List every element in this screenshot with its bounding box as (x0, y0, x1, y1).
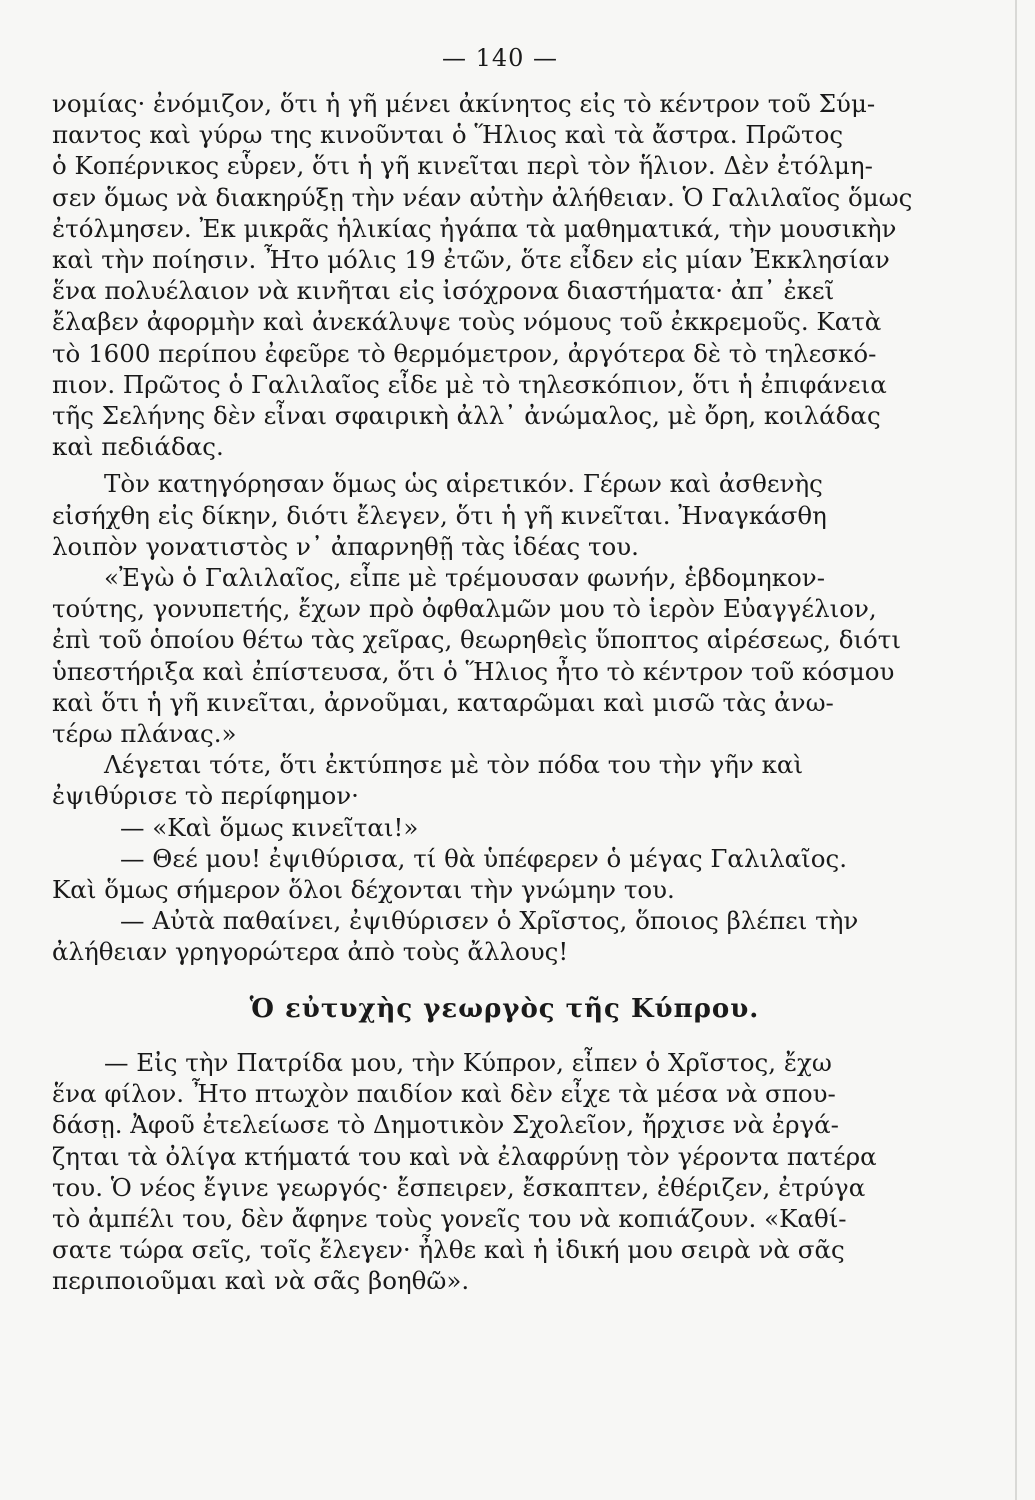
text-line: ὑπεστήριξα καὶ ἐπίστευσα, ὅτι ὁ Ἥλιος ἦτο τὸ κέντρον τοῦ κόσμου (52, 656, 895, 686)
text-line: παντος καὶ γύρω της κινοῦνται ὁ Ἥλιος καὶ τὰ ἄστρα. Πρῶτος (52, 120, 844, 150)
text-line: — Θεέ μου! ἐψιθύρισα, τί θὰ ὑπέφερεν ὁ μέγας Γαλιλαῖος. (120, 843, 848, 873)
text-line: καὶ πεδιάδας. (52, 432, 224, 462)
text-line: πιον. Πρῶτος ὁ Γαλιλαῖος εἶδε μὲ τὸ τηλεσκόπιον, ὅτι ἡ ἐπιφάνεια (52, 369, 887, 399)
text-line: «Ἐγὼ ὁ Γαλιλαῖος, εἶπε μὲ τρέμουσαν φωνήν, ἑβδομηκον- (104, 563, 825, 593)
paragraph-quote (52, 812, 957, 843)
text-line: καὶ τὴν ποίησιν. Ἦτο μόλις 19 ἐτῶν, ὅτε εἶδεν εἰς μίαν Ἐκκλησίαν (52, 245, 890, 275)
text-line: ἐψιθύρισε τὸ περίφημον· (52, 781, 359, 811)
text-line: ἕνα πολυέλαιον νὰ κινῆται εἰς ἰσόχρονα διαστήματα· ἀπ᾽ ἐκεῖ (52, 276, 835, 306)
text-line: τῆς Σελήνης δὲν εἶναι σφαιρικὴ ἀλλ᾽ ἀνώμαλος, μὲ ὄρη, κοιλάδας (52, 401, 881, 431)
body-text (52, 88, 957, 1297)
text-line: ἐτόλμησεν. Ἐκ μικρᾶς ἡλικίας ἠγάπα τὰ μαθηματικά, τὴν μουσικὴν (52, 213, 897, 243)
text-line: τούτης, γονυπετής, ἔχων πρὸ ὀφθαλμῶν μου τὸ ἱερὸν Εὐαγγέλιον, (52, 594, 877, 624)
paragraph-recantation (52, 562, 957, 749)
text-line: Καὶ ὅμως σήμερον ὅλοι δέχονται τὴν γνώμην του. (52, 875, 675, 905)
text-line: καὶ ὅτι ἡ γῆ κινεῖται, ἀρνοῦμαι, καταρῶμαι καὶ μισῶ τὰς ἀνω- (52, 687, 834, 717)
page-edge-shadow (1015, 0, 1017, 1500)
section-title: Ὁ εὐτυχὴς γεωργὸς τῆς Κύπρου. (249, 993, 760, 1024)
text-line: δάσῃ. Ἀφοῦ ἐτελείωσε τὸ Δημοτικὸν Σχολεῖον, ἤρχισε νὰ ἐργά- (52, 1110, 839, 1140)
text-line: τὸ ἀμπέλι του, δὲν ἄφηνε τοὺς γονεῖς του νὰ κοπιάζουν. «Καθί- (52, 1203, 847, 1233)
text-line: ἐπὶ τοῦ ὁποίου θέτω τὰς χεῖρας, θεωρηθεὶς ὕποπτος αἱρέσεως, διότι (52, 625, 901, 655)
text-line: — Αὐτὰ παθαίνει, ἐψιθύρισεν ὁ Χρῖστος, ὅποιος βλέπει τὴν (120, 906, 859, 936)
paragraph-galileo-intro (52, 88, 957, 462)
text-line: ἕνα φίλον. Ἦτο πτωχὸν παιδίον καὶ δὲν εἶχε τὰ μέσα νὰ σπου- (52, 1079, 836, 1109)
text-line: — «Καὶ ὅμως κινεῖται!» (120, 812, 419, 842)
text-line: σατε τώρα σεῖς, τοῖς ἔλεγεν· ἦλθε καὶ ἡ ἰδική μου σειρὰ νὰ σᾶς (52, 1235, 845, 1265)
text-line: εἰσήχθη εἰς δίκην, διότι ἔλεγεν, ὅτι ἡ γῆ κινεῖται. Ἠναγκάσθη (52, 500, 827, 530)
text-line: νομίας· ἐνόμιζον, ὅτι ἡ γῆ μένει ἀκίνητος εἰς τὸ κέντρον τοῦ Σύμ- (52, 89, 876, 118)
paragraph-christos (52, 905, 957, 967)
text-line: περιποιοῦμαι καὶ νὰ σᾶς βοηθῶ». (52, 1266, 470, 1296)
paragraph-accusation (52, 468, 957, 562)
text-line: Λέγεται τότε, ὅτι ἐκτύπησε μὲ τὸν πόδα του τὴν γῆν καὶ (104, 750, 804, 780)
page-number: — 140 — (441, 44, 559, 72)
paragraph-cyprus-farmer (52, 1047, 957, 1297)
text-line: — Εἰς τὴν Πατρίδα μου, τὴν Κύπρον, εἶπεν ὁ Χρῖστος, ἔχω (104, 1047, 832, 1077)
text-line: τέρω πλάνας.» (52, 719, 237, 749)
text-line: σεν ὅμως νὰ διακηρύξῃ τὴν νέαν αὐτὴν ἀλήθειαν. Ὁ Γαλιλαῖος ὅμως (52, 182, 913, 212)
text-line: του. Ὁ νέος ἔγινε γεωργός· ἔσπειρεν, ἔσκαπτεν, ἐθέριζεν, ἐτρύγα (52, 1172, 866, 1202)
text-line: ἔλαβεν ἀφορμὴν καὶ ἀνεκάλυψε τοὺς νόμους τοῦ ἐκκρεμοῦς. Κατὰ (52, 307, 882, 337)
paragraph-exclamation (52, 843, 957, 905)
text-line: ζηται τὰ ὀλίγα κτήματά του καὶ νὰ ἐλαφρύνῃ τὸν γέροντα πατέρα (52, 1141, 877, 1171)
paragraph-legend (52, 749, 957, 811)
text-line: Τὸν κατηγόρησαν ὅμως ὡς αἱρετικόν. Γέρων καὶ ἀσθενὴς (104, 469, 823, 499)
text-line: ὁ Κοπέρνικος εὗρεν, ὅτι ἡ γῆ κινεῖται περὶ τὸν ἥλιον. Δὲν ἐτόλμη- (52, 151, 873, 181)
text-line: ἀλήθειαν γρηγορώτερα ἀπὸ τοὺς ἄλλους! (52, 937, 569, 967)
text-line: λοιπὸν γονατιστὸς ν᾽ ἀπαρνηθῇ τὰς ἰδέας του. (52, 531, 639, 561)
text-line: τὸ 1600 περίπου ἐφεῦρε τὸ θερμόμετρον, ἀργότερα δὲ τὸ τηλεσκό- (52, 338, 877, 368)
